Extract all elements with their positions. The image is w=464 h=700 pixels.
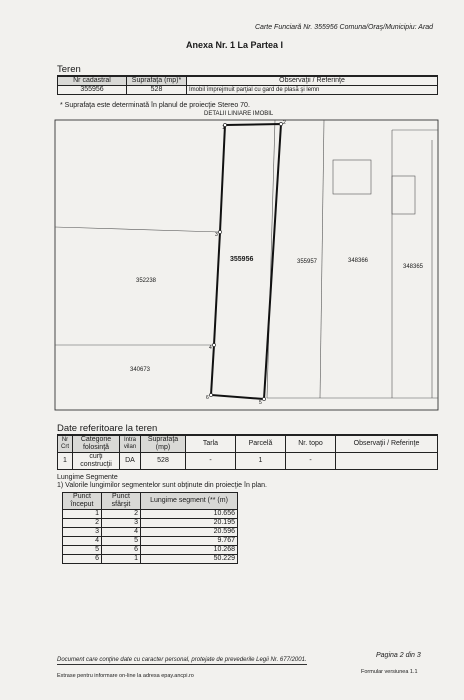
parcel-label-west: 352238 <box>136 278 157 284</box>
teren-cell-suprafata: 528 <box>127 86 187 95</box>
teren-col-observatii: Observaţii / Referinţe <box>187 77 438 86</box>
boundary-line <box>55 227 220 232</box>
vertex-label: 1 <box>222 125 225 131</box>
segment-length: 10.268 <box>141 546 238 555</box>
segment-end: 3 <box>102 519 141 528</box>
segment-start: 5 <box>63 546 102 555</box>
teren-cell-nr-cadastral: 355956 <box>58 86 127 95</box>
sketch-title: DETALII LINIARE IMOBIL <box>204 111 274 117</box>
segments-subtitle: 1) Valorile lungimilor segmentelor sunt obţinute din proiecţie în plan. <box>57 482 267 489</box>
date-ref-cell-categorie: curţi construcţii <box>73 453 120 470</box>
building-outline <box>333 160 371 194</box>
annex-title: Anexa Nr. 1 La Partea I <box>186 40 284 50</box>
vertex-marker <box>218 230 221 233</box>
vertex-label: 3 <box>215 232 218 238</box>
parcel-label-east: 355957 <box>297 259 318 265</box>
date-ref-cell-nr: 1 <box>58 453 73 470</box>
date-ref-table <box>57 435 438 470</box>
boundary-line <box>267 120 275 398</box>
vertex-marker <box>262 397 265 400</box>
segment-start: 6 <box>63 555 102 564</box>
segment-length: 20.596 <box>141 528 238 537</box>
segment-row <box>63 510 238 519</box>
vertex-label: 4 <box>209 345 212 351</box>
date-ref-cell-nr-topo: - <box>286 453 336 470</box>
date-ref-col-suprafata: Suprafaţa (mp) <box>141 436 186 453</box>
date-ref-col-categorie: Categorie folosinţă <box>73 436 120 453</box>
date-ref-col-tarla: Tarla <box>186 436 236 453</box>
segment-row <box>63 555 238 564</box>
date-ref-col-observatii: Observaţii / Referinţe <box>336 436 438 453</box>
segment-length: 9.767 <box>141 537 238 546</box>
segment-end: 2 <box>102 510 141 519</box>
segment-start: 1 <box>63 510 102 519</box>
date-ref-cell-tarla: - <box>186 453 236 470</box>
segment-length: 50.229 <box>141 555 238 564</box>
boundary-line <box>320 120 324 398</box>
date-ref-cell-intravilan: DA <box>120 453 141 470</box>
date-ref-col-nr-topo: Nr. topo <box>286 436 336 453</box>
vertex-marker <box>212 343 215 346</box>
date-ref-cell-observatii <box>336 453 438 470</box>
vertex-label: 6 <box>206 395 209 401</box>
segment-end: 1 <box>102 555 141 564</box>
form-version: Formular versiunea 1.1 <box>361 669 418 675</box>
segment-start: 3 <box>63 528 102 537</box>
parcel-label-east3: 348365 <box>403 264 424 270</box>
teren-section-title: Teren <box>57 64 81 75</box>
segment-length: 10.656 <box>141 510 238 519</box>
teren-col-suprafata: Suprafaţa (mp)* <box>127 77 187 86</box>
segment-start: 2 <box>63 519 102 528</box>
segments-col-end: Punct sfârşit <box>102 493 141 510</box>
segment-start: 4 <box>63 537 102 546</box>
vertex-label: 5 <box>259 400 262 406</box>
parcel-label-main: 355956 <box>230 256 254 263</box>
parcel-label-southwest: 340673 <box>130 367 151 373</box>
vertex-marker <box>209 393 212 396</box>
segments-col-length: Lungime segment (** (m) <box>141 493 238 510</box>
segment-end: 4 <box>102 528 141 537</box>
segments-title: Lungime Segmente <box>57 474 118 481</box>
date-ref-cell-parcela: 1 <box>236 453 286 470</box>
segments-table <box>62 492 238 564</box>
building-outline <box>392 176 415 214</box>
page-number: Pagina 2 din 3 <box>376 652 421 659</box>
date-ref-col-nr: Nr Crt <box>58 436 73 453</box>
footer-online-note: Extrase pentru informare on-line la adresa epay.ancpi.ro <box>57 673 194 679</box>
date-ref-section-title: Date referitoare la teren <box>57 423 158 434</box>
segment-row <box>63 537 238 546</box>
segment-end: 5 <box>102 537 141 546</box>
footer-legal-note: Document care conţine date cu caracter personal, protejate de prevederile Legii Nr. 677/2001. <box>57 657 307 663</box>
vertex-label: 2 <box>283 120 286 126</box>
teren-col-nr-cadastral: Nr cadastral <box>58 77 127 86</box>
segment-row <box>63 546 238 555</box>
carte-funciara-reference: Carte Funciară Nr. 355956 Comuna/Oraş/Municipiu: Arad <box>255 24 434 31</box>
segment-end: 6 <box>102 546 141 555</box>
teren-cell-observatii: Imobil împrejmuit parţial cu gard de plasă şi lemn <box>187 86 438 95</box>
date-ref-col-parcela: Parcelă <box>236 436 286 453</box>
segment-row <box>63 528 238 537</box>
segment-length: 20.195 <box>141 519 238 528</box>
teren-footnote: * Suprafaţa este determinată în planul de proiecţie Stereo 70. <box>60 102 250 109</box>
parcel-label-east2: 348366 <box>348 258 369 264</box>
segments-col-start: Punct început <box>63 493 102 510</box>
segment-row <box>63 519 238 528</box>
date-ref-cell-suprafata: 528 <box>141 453 186 470</box>
date-ref-col-intravilan: Intra vilan <box>120 436 141 453</box>
sketch-frame <box>55 120 438 410</box>
